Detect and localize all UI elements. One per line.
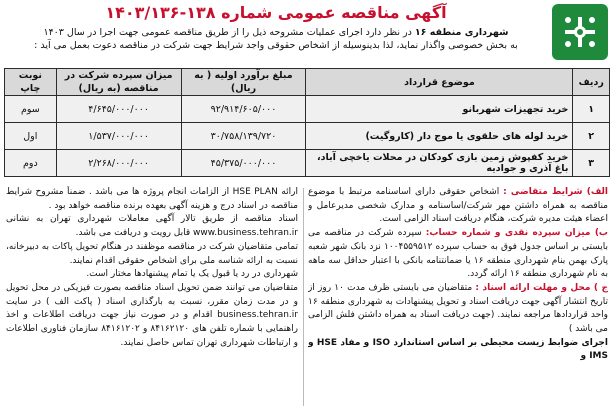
intro-text — [8, 26, 544, 52]
table-row — [5, 96, 610, 123]
header-print-round: نوبت چاپ — [5, 69, 57, 96]
condition-b-label: ب) میزان سپرده نقدی و شماره حساب: — [425, 228, 608, 239]
condition-c-text: متقاضیان می بایستی ظرف مدت ۱۰ روز از تاریخ انتشار آگهی جهت دریافت اسناد و تحویل پیشنهادات به شهرداری منطقه ۱۶ واحد قراردادها مراجعه نمایند. (جهت دریافت اسناد به همراه داشتن فلش الزامی می باشد ) — [308, 282, 608, 335]
row-deposit: ۱/۵۳۷/۰۰۰/۰۰۰ — [56, 123, 181, 150]
header-estimate: مبلغ برآورد اولیه ( به ریال) — [181, 69, 306, 96]
logo-emblem-icon — [556, 8, 604, 56]
intro-line1: در نظر دارد اجرای عملیات مشروحه ذیل را از طریق مناقصه عمومی جهت اجرا در سال ۱۴۰۳ — [43, 27, 415, 38]
tender-items-table — [4, 68, 610, 177]
condition-a-label: الف) شرایط متقاضی : — [503, 187, 608, 197]
left-paragraph-1: ارائه HSE PLAN از الزامات انجام پروژه ها می باشد . ضمناً مشروح شرایط مناقصه در اسناد درج و هزینه آگهی بعهده برنده مناقصه خواهد بود . — [6, 187, 298, 211]
row-subject: خرید لوله های حلقوی یا موج دار (کاروگیت) — [306, 123, 573, 150]
row-number: ۱ — [573, 96, 610, 123]
row-deposit: ۴/۶۴۵/۰۰۰/۰۰۰ — [56, 96, 181, 123]
table-header-row — [5, 69, 610, 96]
left-paragraph-4: شهرداری در رد یا قبول یک یا تمام پیشنهادها مختار است. — [86, 269, 298, 280]
row-print-round: دوم — [5, 150, 57, 177]
row-subject: خرید کفپوش زمین بازی کودکان در محلات یاخچی آباد، باغ آذری و جواديه — [306, 150, 573, 177]
table-row — [5, 150, 610, 177]
condition-b-text: سپرده شرکت در مناقصه می بایستی بر اساس جدول فوق به حساب سپرده ۱۰۰۴۵۵۹۵۱۲ نزد بانک شهر شعبه پارک بهمن بنام شهرداری منطقه ۱۶ یا ضمانتنامه بانکی با اعتبار حداقل سه ماهه به نام شهرداری منطقه ۱۶ ارائه گردد. — [308, 228, 608, 280]
tender-number: شماره ۱۳۸-۱۴۰۳/۱۳۶ — [105, 3, 273, 22]
conditions-right-column — [308, 186, 608, 408]
condition-b — [308, 227, 608, 282]
title-prefix: آگهی مناقصه عمومی — [277, 3, 447, 22]
row-subject: خرید تجهیزات شهربانو — [306, 96, 573, 123]
header-row-number: ردیف — [573, 69, 610, 96]
header-deposit: میزان سپرده شرکت در مناقصه (به ریال) — [56, 69, 181, 96]
row-estimate: ۹۲/۹۱۴/۶۰۵/۰۰۰ — [181, 96, 306, 123]
left-paragraph-2: اسناد مناقصه از طریق تالار آگهی معاملات شهرداری تهران به نشانی www.business.tehran.ir قابل رویت و دریافت می باشد. — [6, 214, 298, 239]
condition-d: اجرای ضوابط زیست محیطی بر اساس استاندارد ISO و مفاد HSE و IMS و — [308, 337, 608, 362]
table-row — [5, 123, 610, 150]
row-number: ۲ — [573, 123, 610, 150]
intro-line2: به بخش خصوصی واگذار نماید، لذا بدینوسیله از اشخاص حقوقی واجد شرایط جهت شرکت در مناقصه دعوت بعمل می آید : — [34, 40, 518, 51]
ad-title — [8, 2, 544, 24]
column-divider — [303, 188, 304, 406]
row-estimate: ۳۰/۷۵۸/۱۳۹/۷۲۰ — [181, 123, 306, 150]
row-estimate: ۴۵/۳۷۵/۰۰۰/۰۰۰ — [181, 150, 306, 177]
left-paragraph-5: متقاضیان می توانند ضمن تحویل اسناد مناقصه بصورت فیزیکی در محل تحویل و در مدت زمان مقرر، نسبت به بارگذاری اسناد ( پاکت الف ) در سایت business.tehran.ir اقدام و در صورت نیاز جهت دریافت اطلاعات و اخذ راهنمایی با شماره تلفن های ۸۴۱۶۲۱۲۰ و ۸۴۱۶۱۲۰۲ سازمان فناوری اطلاعات و ارتباطات شهرداری تهران تماس حاصل نمایند. — [6, 282, 298, 348]
condition-a — [308, 186, 608, 227]
row-print-round: اول — [5, 123, 57, 150]
conditions-left-column — [6, 186, 298, 408]
condition-c-label: ج ) محل و مهلت ارائه اسناد : — [475, 282, 608, 293]
header-subject: موضوع قرارداد — [306, 69, 573, 96]
left-paragraph-3: تمامی متقاضیان شرکت در مناقصه موظفند در هنگام تحویل پاکات به دبیرخانه، نسبت به ارائه شناسه ملی برای اشخاص حقوقی اقدام نمایند. — [6, 241, 298, 266]
row-print-round: سوم — [5, 96, 57, 123]
condition-c — [308, 282, 608, 337]
tehran-municipality-logo-icon — [552, 4, 608, 60]
row-deposit: ۲/۲۶۸/۰۰۰/۰۰۰ — [56, 150, 181, 177]
intro-organization: شهرداری منطقه ۱۶ — [414, 27, 509, 38]
row-number: ۳ — [573, 150, 610, 177]
condition-a-text: اشخاص حقوقی دارای اساسنامه مرتبط با موضوع مناقصه به همراه داشتن مهر شرکت/اساسنامه و مدارک شخصی مدیرعامل و اعضاء هیئت مدیره شرکت، هنگام دریافت اسناد الزامی است. — [308, 187, 608, 225]
